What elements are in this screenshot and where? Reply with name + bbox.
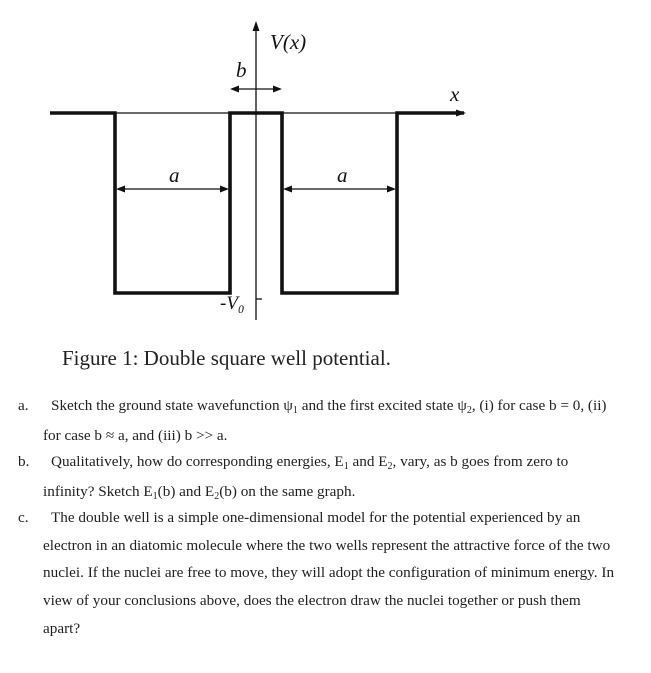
question-text: The double well is a simple one-dimensional model for the potential experienced by an electron in an diatomic molecule where the two wells represent the attractive force of the two nuclei. If the nuclei are free to move, they will adopt the configuration of minimum energy. In view of your conclusions above, does the electron draw the nuclei together or push them apart? — [43, 509, 615, 637]
figure-caption: Figure 1: Double square well potential. — [62, 346, 391, 370]
question-a — [18, 392, 618, 449]
question-letter: b. — [18, 453, 30, 470]
question-letter: a. — [18, 397, 29, 414]
question-text: Sketch the ground state wavefunction $\psi_1$ and the first excited state $\psi_2$, (i) for case b = 0, (ii) for case b ≈ a, and (iii) b >> a. — [43, 397, 607, 444]
right-a-arrow-left — [283, 186, 292, 193]
question-letter: c. — [18, 509, 29, 526]
barrier-width-label: b — [236, 58, 247, 82]
left-well-width-label: a — [169, 163, 180, 187]
potential-label: V(x) — [270, 30, 307, 54]
potential-curve — [50, 113, 464, 293]
b-arrow-right — [273, 86, 282, 93]
question-b — [18, 448, 618, 507]
question-text: Qualitatively, how do corresponding energies, $E_1$ and $E_2$, vary, as b goes from zero to infinity? Sketch $E_1(b)$ and $E_2(b)$ on the same graph. — [43, 453, 569, 502]
well-depth-label: -V₀ — [220, 293, 245, 314]
left-a-arrow-right — [220, 186, 229, 193]
b-arrow-left — [230, 86, 239, 93]
right-well-width-label: a — [337, 163, 348, 187]
left-a-arrow-left — [116, 186, 125, 193]
right-a-arrow-right — [387, 186, 396, 193]
x-axis-label: x — [450, 82, 460, 106]
v-axis-arrowhead — [253, 21, 260, 31]
question-c — [18, 504, 618, 643]
